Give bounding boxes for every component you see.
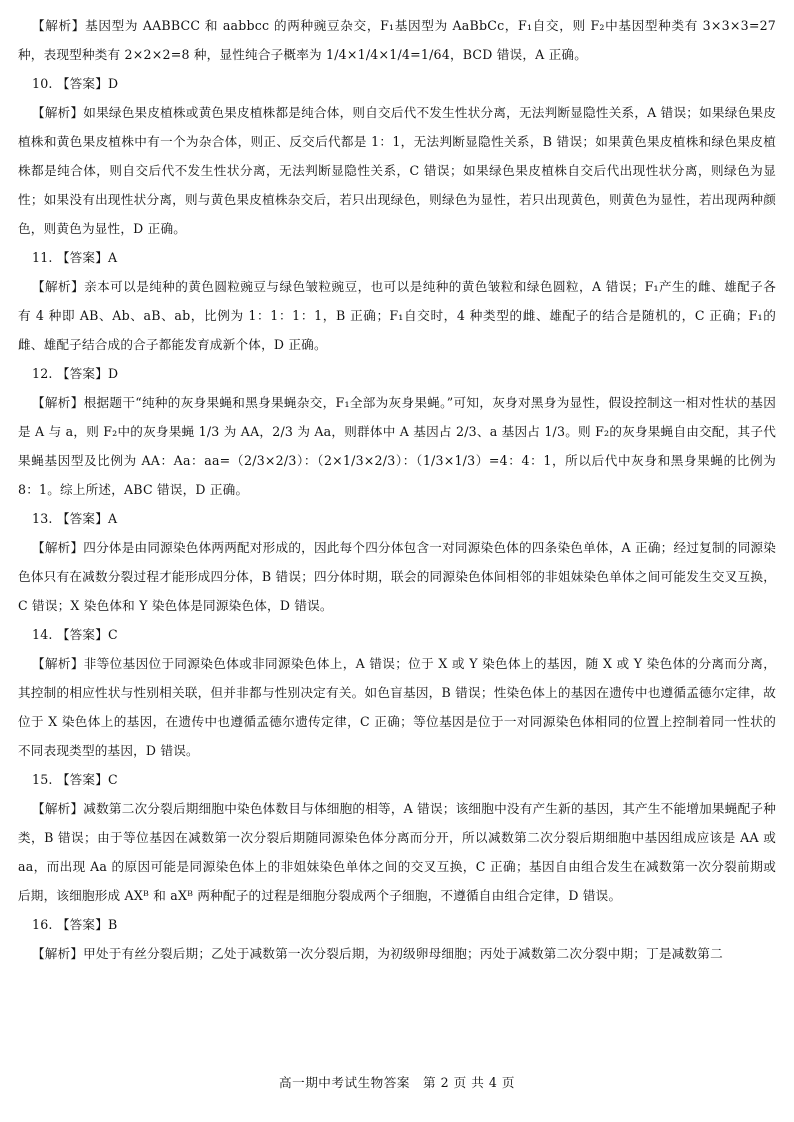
- page-footer: 高一期中考试生物答案 第 2 页 共 4 页: [279, 1075, 515, 1090]
- explanation-paragraph: 【解析】非等位基因位于同源染色体或非同源染色体上，A 错误；位于 X 或 Y 染色体上的基因，随 X 或 Y 染色体的分离而分离，其控制的相应性状与性别相关联，但并非都与性别决定有关。如色盲基因，B 错误；性染色体上的基因在遗传中也遵循孟德尔定律，故位于 X 染色体上的基因，在遗传中也遵循孟德尔遗传定律，C 正确；等位基因是位于一对同源染色体相同的位置上控制着同一性状的不同表现类型的基因，D 错误。: [18, 656, 776, 758]
- explanation-paragraph: 【解析】基因型为 AABBCC 和 aabbcc 的两种豌豆杂交，F₁基因型为 AaBbCc，F₁自交，则 F₂中基因型种类有 3×3×3=27 种，表现型种类有 2×2×2=8 种，显性纯合子概率为 1/4×1/4×1/4=1/64，BCD 错误，A 正确。: [18, 18, 776, 62]
- answer-heading: 11. 【答案】A: [32, 250, 118, 265]
- answer-heading: 10. 【答案】D: [32, 76, 119, 91]
- answer-heading: 16. 【答案】B: [32, 917, 118, 932]
- explanation-paragraph: 【解析】四分体是由同源染色体两两配对形成的，因此每个四分体包含一对同源染色体的四条染色单体，A 正确；经过复制的同源染色体只有在减数分裂过程才能形成四分体，B 错误；四分体时期，联会的同源染色体间相邻的非姐妹染色单体之间可能发生交叉互换，C 错误；X 染色体和 Y 染色体是同源染色体，D 错误。: [18, 540, 776, 613]
- answer-heading: 15. 【答案】C: [32, 772, 118, 787]
- explanation-paragraph: 【解析】甲处于有丝分裂后期；乙处于减数第一次分裂后期，为初级卵母细胞；丙处于减数第二次分裂中期；丁是减数第二: [32, 946, 723, 961]
- explanation-paragraph: 【解析】亲本可以是纯种的黄色圆粒豌豆与绿色皱粒豌豆，也可以是纯种的黄色皱粒和绿色圆粒，A 错误；F₁产生的雌、雄配子各有 4 种即 AB、Ab、aB、ab，比例为 1：1：1：1，B 正确；F₁自交时，4 种类型的雌、雄配子的结合是随机的，C 正确；F₁的雌、雄配子结合成的合子都能发育成新个体，D 正确。: [18, 279, 776, 352]
- answer-heading: 14. 【答案】C: [32, 627, 118, 642]
- explanation-paragraph: 【解析】减数第二次分裂后期细胞中染色体数目与体细胞的相等，A 错误；该细胞中没有产生新的基因，其产生不能增加果蝇配子种类，B 错误；由于等位基因在减数第一次分裂后期随同源染色体分离而分开，所以减数第二次分裂后期细胞中基因组成应该是 AA 或 aa，而出现 Aa 的原因可能是同源染色体上的非姐妹染色单体之间的交叉互换，C 正确；基因自由组合发生在减数第一次分裂前期或后期，该细胞形成 AXᴮ 和 aXᴮ 两种配子的过程是细胞分裂成两个子细胞，不遵循自由组合定律，D 错误。: [18, 801, 776, 903]
- explanation-paragraph: 【解析】如果绿色果皮植株或黄色果皮植株都是纯合体，则自交后代不发生性状分离，无法判断显隐性关系，A 错误；如果绿色果皮植株和黄色果皮植株中有一个为杂合体，则正、反交后代都是 1：1，无法判断显隐性关系，B 错误；如果黄色果皮植株和绿色果皮植株都是纯合体，则自交后代不发生性状分离，无法判断显隐性关系，C 错误；如果绿色果皮植株自交后代出现性状分离，则绿色为显性；如果没有出现性状分离，则与黄色果皮植株杂交后，若只出现绿色，则绿色为显性，若只出现黄色，则黄色为显性，若出现两种颜色，则黄色为显性，D 正确。: [18, 105, 776, 236]
- answer-content: [18, 11, 776, 968]
- answer-heading: 13. 【答案】A: [32, 511, 118, 526]
- explanation-paragraph: 【解析】根据题干“纯种的灰身果蝇和黑身果蝇杂交，F₁全部为灰身果蝇。”可知，灰身对黑身为显性，假设控制这一相对性状的基因是 A 与 a，则 F₂中的灰身果蝇 1/3 为 AA，2/3 为 Aa，则群体中 A 基因占 2/3、a 基因占 1/3。则 F₂的灰身果蝇自由交配，其子代果蝇基因型及比例为 AA：Aa：aa=（2/3×2/3）：（2×1/3×2/3）：（1/3×1/3）=4：4：1，所以后代中灰身和黑身果蝇的比例为 8：1。综上所述，ABC 错误，D 正确。: [18, 395, 776, 497]
- answer-heading: 12. 【答案】D: [32, 366, 119, 381]
